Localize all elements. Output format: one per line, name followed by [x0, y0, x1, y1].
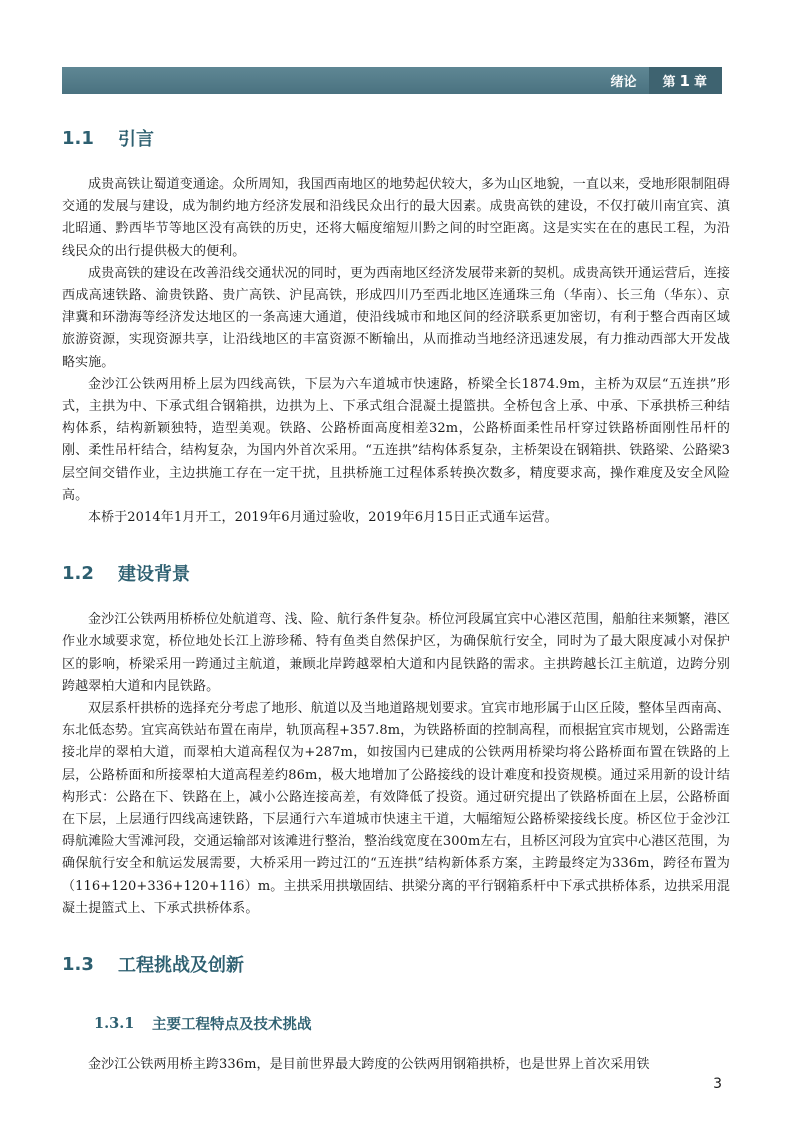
section-number: 1.2 [62, 562, 94, 584]
header-chapter-label [649, 67, 722, 94]
paragraph: 成贵高铁的建设在改善沿线交通状况的同时，更为西南地区经济发展带来新的契机。成贵高铁开通运营后，连接西成高速铁路、渝贵铁路、贵广高铁、沪昆高铁，形成四川乃至西北地区连通珠三角（华南）、长三角（华东）、京津冀和环渤海等经济发达地区的一条高速大通道，使沿线城市和地区间的经济联系更加密切，有利于整合西南区域旅游资源，实现资源共享，让沿线地区的丰富资源不断输出，从而推动当地经济迅速发展，有力推动西部大开发战略实施。 [62, 265, 730, 370]
chapter-label-prefix: 第 [662, 75, 677, 90]
section-title: 工程挑战及创新 [118, 955, 244, 977]
header-section-label: 绪论 [610, 75, 637, 90]
chapter-number: 1 [679, 71, 691, 90]
paragraph: 成贵高铁让蜀道变通途。众所周知，我国西南地区的地势起伏较大，多为山区地貌，一直以来，受地形限制阻碍交通的发展与建设，成为制约地方经济发展和沿线民众出行的最大因素。成贵高铁的建设，不仅打破川南宜宾、滇北昭通、黔西毕节等地区没有高铁的历史，还将大幅度缩短川黔之间的时空距离。这是实实在在的惠民工程，为沿线民众的出行提供极大的便利。 [62, 177, 730, 259]
subsection-heading-1-3-1 [62, 1008, 730, 1038]
paragraph: 双层系杆拱桥的选择充分考虑了地形、航道以及当地道路规划要求。宜宾市地形属于山区丘陵，整体呈西南高、东北低态势。宜宾高铁站布置在南岸，轨顶高程+357.8m，为铁路桥面的控制高程，而根据宜宾市规划，公路需连接北岸的翠柏大道，而翠柏大道高程仅为+287m，如按国内已建成的公铁两用桥梁均将公路桥面布置在铁路的上层，公路桥面和所接翠柏大道高程差约86m，极大地增加了公路接线的设计难度和投资规模。通过采用新的设计结构形式：公路在下、铁路在上，减小公路连接高差，有效降低了投资。通过研究提出了铁路桥面在上层，公路桥面在下层，上层通行四线高速铁路，下层通行六车道城市快速主干道，大幅缩短公路桥梁接线长度。桥区位于金沙江碍航滩险大雪滩河段，交通运输部对该滩进行整治，整治线宽度在300m左右，且桥区河段为宜宾中心港区范围，为确保航行安全和航运发展需要，大桥采用一跨过江的“五连拱”结构新体系方案，主跨最终定为336m，跨径布置为（116+120+336+120+116）m。主拱采用拱墩固结、拱梁分离的平行钢箱系杆中下承式拱桥体系，边拱采用混凝土提篮式上、下承式拱桥体系。 [62, 701, 730, 916]
section-heading-1-3 [62, 944, 730, 984]
section-heading-1-1 [62, 118, 730, 158]
subsection-title: 主要工程特点及技术挑战 [152, 1015, 312, 1033]
running-header-label [599, 67, 722, 94]
section-number: 1.3 [62, 953, 94, 975]
section-heading-1-2 [62, 553, 730, 593]
paragraph: 金沙江公铁两用桥上层为四线高铁，下层为六车道城市快速路，桥梁全长1874.9m，主桥为双层“五连拱”形式，主拱为中、下承式组合钢箱拱，边拱为上、下承式组合混凝土提篮拱。全桥包含上承、中承、下承拱桥三种结构体系，结构新颖独特，造型美观。铁路、公路桥面高度相差32m，公路桥面柔性吊杆穿过铁路桥面刚性吊杆的刚、柔性吊杆结合，结构复杂，为国内外首次采用。“五连拱”结构体系复杂，主桥架设在钢箱拱、铁路梁、公路梁3层空间交错作业，主边拱施工存在一定干扰，且拱桥施工过程体系转换次数多，精度要求高，操作难度及安全风险高。 [62, 376, 730, 503]
paragraph: 金沙江公铁两用桥桥位处航道弯、浅、险、航行条件复杂。桥位河段属宜宾中心港区范围，船舶往来频繁，港区作业水域要求宽，桥位地处长江上游珍稀、特有鱼类自然保护区，为确保航行安全，同时为了最大限度减小对保护区的影响，桥梁采用一跨通过主航道，兼顾北岸跨越翠柏大道和内昆铁路的需求。主拱跨越长江主航道，边跨分别跨越翠柏大道和内昆铁路。 [62, 612, 730, 694]
section-title: 引言 [118, 129, 154, 150]
subsection-number: 1.3.1 [94, 1014, 135, 1032]
paragraph: 金沙江公铁两用桥主跨336m，是目前世界最大跨度的公铁两用钢箱拱桥，也是世界上首次采用铁 [88, 1057, 650, 1073]
section-number: 1.1 [62, 127, 94, 149]
page-body [62, 118, 730, 1076]
page-number: 3 [713, 1076, 722, 1092]
chapter-label-suffix: 章 [693, 75, 708, 90]
section-title: 建设背景 [118, 564, 190, 586]
running-header-bar [62, 67, 722, 94]
paragraph: 本桥于2014年1月开工，2019年6月通过验收，2019年6月15日正式通车运营。 [88, 510, 558, 526]
